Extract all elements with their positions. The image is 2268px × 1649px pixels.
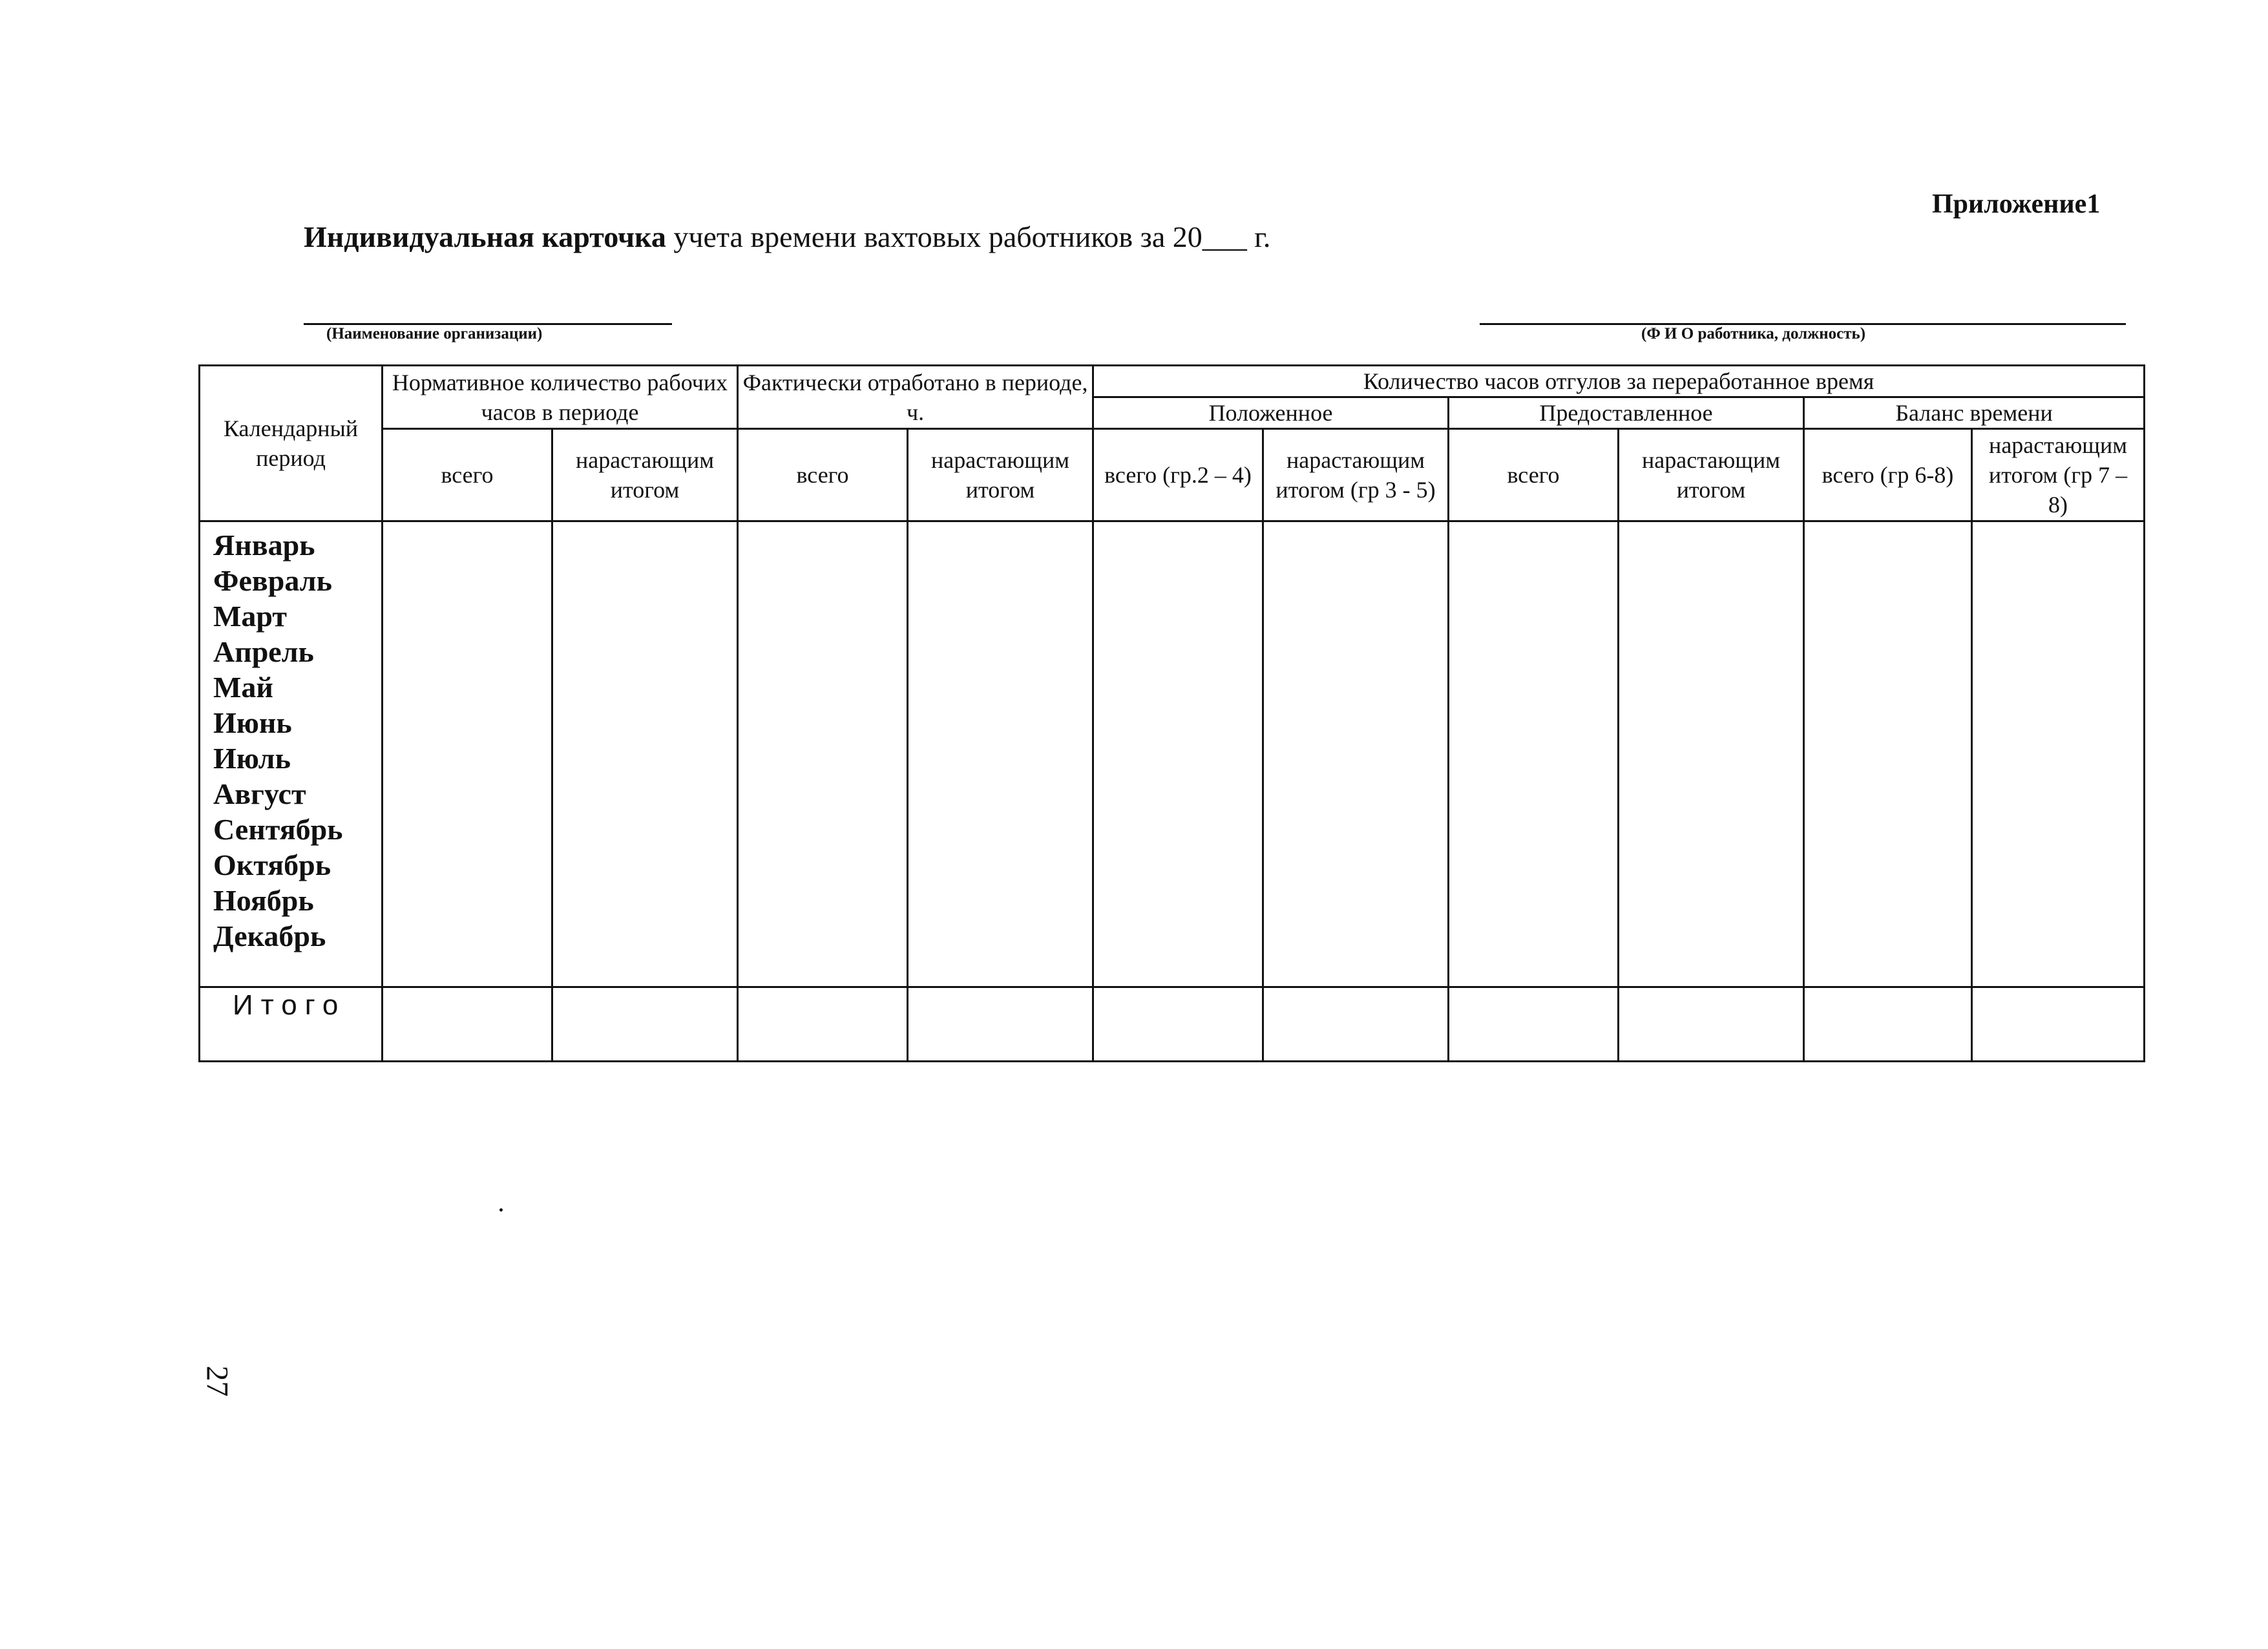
total-cell[interactable] (908, 987, 1093, 1062)
data-cell[interactable] (552, 521, 738, 987)
data-cell[interactable] (1972, 521, 2145, 987)
month-label: Январь (213, 529, 315, 562)
month-label: Сентябрь (213, 813, 343, 846)
normative-header: Нормативное количество рабочих часов в периоде (383, 366, 738, 429)
month-label: Декабрь (213, 919, 326, 952)
month-label: Июль (213, 742, 291, 775)
col-balance-total: всего (гр 6-8) (1804, 429, 1972, 521)
time-accounting-table (198, 364, 2145, 1062)
total-cell[interactable] (1619, 987, 1804, 1062)
total-cell[interactable] (1449, 987, 1619, 1062)
appendix-label: Приложение1 (1932, 189, 2101, 219)
actual-header: Фактически отработано в периоде, ч. (738, 366, 1093, 429)
col-entitled-cumulative: нарастающим итогом (гр 3 - 5) (1263, 429, 1449, 521)
balance-header: Баланс времени (1804, 397, 2145, 429)
data-cell[interactable] (1619, 521, 1804, 987)
col-granted-total: всего (1449, 429, 1619, 521)
org-name-caption: (Наименование организации) (326, 325, 543, 342)
col-normative-total: всего (383, 429, 552, 521)
period-header: Календарный период (200, 366, 383, 521)
title-bold-part: Индивидуальная карточка (304, 220, 666, 253)
stray-dot (499, 1208, 503, 1212)
total-cell[interactable] (383, 987, 552, 1062)
total-label: Итого (200, 987, 383, 1062)
total-cell[interactable] (1972, 987, 2145, 1062)
page-number: 27 (200, 1365, 235, 1397)
col-entitled-total: всего (гр.2 – 4) (1093, 429, 1263, 521)
month-label: Апрель (213, 635, 314, 668)
dayoff-header: Количество часов отгулов за переработанное время (1093, 366, 2145, 397)
month-label: Май (213, 671, 273, 704)
data-cell[interactable] (1804, 521, 1972, 987)
total-cell[interactable] (1263, 987, 1449, 1062)
data-cell[interactable] (383, 521, 552, 987)
month-label: Март (213, 600, 287, 633)
month-label: Август (213, 777, 306, 810)
total-cell[interactable] (1804, 987, 1972, 1062)
col-actual-total: всего (738, 429, 908, 521)
month-label: Февраль (213, 564, 332, 597)
col-normative-cumulative: нарастающим итогом (552, 429, 738, 521)
data-cell[interactable] (908, 521, 1093, 987)
months-row (200, 521, 2145, 987)
col-actual-cumulative: нарастающим итогом (908, 429, 1093, 521)
col-granted-cumulative: нарастающим итогом (1619, 429, 1804, 521)
total-cell[interactable] (552, 987, 738, 1062)
total-cell[interactable] (738, 987, 908, 1062)
month-label: Ноябрь (213, 884, 314, 917)
month-label: Октябрь (213, 848, 331, 881)
granted-header: Предоставленное (1449, 397, 1804, 429)
entitled-header: Положенное (1093, 397, 1449, 429)
months-list (200, 521, 383, 987)
data-cell[interactable] (1449, 521, 1619, 987)
total-cell[interactable] (1093, 987, 1263, 1062)
month-label: Июнь (213, 706, 292, 739)
data-cell[interactable] (1263, 521, 1449, 987)
title-rest: учета времени вахтовых работников за 20___ г. (666, 220, 1271, 253)
data-cell[interactable] (738, 521, 908, 987)
col-balance-cumulative: нарастающим итогом (гр 7 – 8) (1972, 429, 2145, 521)
employee-name-caption: (Ф И О работника, должность) (1641, 325, 1866, 342)
total-row (200, 987, 2145, 1062)
document-title (304, 220, 1270, 254)
data-cell[interactable] (1093, 521, 1263, 987)
